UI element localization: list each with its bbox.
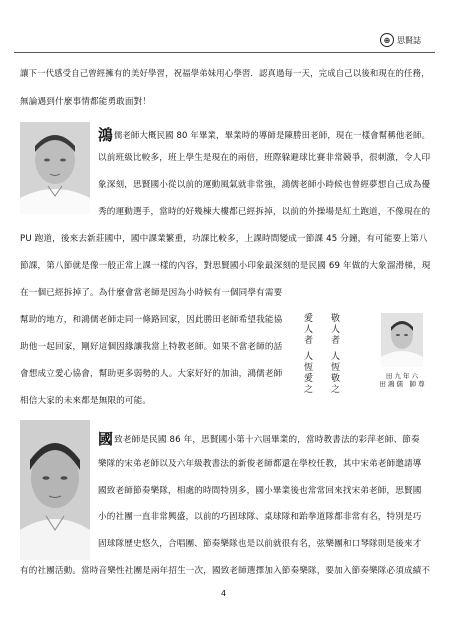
section2-line-5: 固球隊歷史悠久，合唱團、節奏樂隊也是以前就很有名，弦樂團和口琴隊則是後來才 <box>98 539 422 549</box>
poem-column-2: 愛人者 人恆愛之 <box>302 313 312 395</box>
section2-line-2: 樂隊的宋弟老師以及六年級教書法的新俊老師都還在學校任教，其中宋弟老師邀請導 <box>98 459 422 469</box>
section2-line-4: 小的社團一直非常興盛，以前的巧固球隊、桌球隊和跆拳道隊都非常有名，特別是巧 <box>98 512 422 522</box>
section1-line-4: 秀的運動選手，當時的好幾棟大樓都已經拆掉，以前的外操場是紅土跑道，不像現在的 <box>98 207 431 217</box>
section2-line-6: 有的社團活動。當時音樂性社團是兩年招生一次，國致老師選擇加入節奏樂隊，要加入節奏樂隊必須成績不 <box>20 566 431 576</box>
portrait-photo-boy-2 <box>20 420 90 560</box>
section1-line-11: 相信大家的未來都是無限的可能。 <box>20 396 152 406</box>
section1-line-8: 幫助的地方，和鴻儒老師走同一條路回家，因此勝田老師希望我能協 <box>20 315 283 325</box>
section2-dropcap: 國 <box>98 430 114 448</box>
header-divider <box>14 52 435 53</box>
photo-caption-line-1: 田 九 年 六 <box>385 372 419 380</box>
portrait-photo-boy-1 <box>20 122 90 214</box>
photo-caption-line-2: 田 鴻 儒 師 尊 <box>379 380 425 388</box>
header-logo <box>380 33 421 47</box>
logo-text: 思賢誌 <box>397 35 421 45</box>
portrait-photo-small <box>381 313 423 367</box>
section1-line-1: 鴻儒老師大概民國 80 年畢業，畢業時的導師是陳勝田老師，現在一樣會幫稱他老師。 <box>98 126 431 144</box>
school-emblem-icon: ⊕ <box>380 33 394 47</box>
section1-line-9: 助他一起回家，剛好這個因緣讓我當上特教老師。如果不當老師的話 <box>20 342 283 352</box>
section1-line-2: 以前班級比較多，班上學生是現在的兩倍，班際躲避球比賽非常競爭，很刺激，令人印 <box>98 153 431 163</box>
section1-dropcap: 鴻 <box>98 126 113 144</box>
poem-column-1: 敬人者 人恆敬之 <box>329 313 339 395</box>
intro-line-1: 讓下一代感受自己曾經擁有的美好學習，祝福學弟妹用心學習．認真過每一天，完成自己以後和現在的任務， <box>20 69 430 79</box>
intro-line-2: 無論遇到什麼事情都能勇敢面對！ <box>20 97 152 107</box>
section1-line-5: PU 跑道，後來去新莊國中，國中課業繁重，功課比較多，上課時間變成一節課 45 分鐘，有可能要上第八 <box>20 234 428 244</box>
page-number: 4 <box>221 589 227 598</box>
section2-line-1: 國致老師是民國 86 年，思賢國小第十六屆畢業的，當時教書法的彩萍老師、節奏 <box>98 430 420 448</box>
section1-line-6: 節課，第八節就是像一般正常上課一樣的內容，對思賢國小印象最深刻的是民國 69 年做的大象溜滑梯，現 <box>20 261 431 271</box>
section1-line-10: 會想成立愛心協會，幫助更多弱勢的人。大家好好的加油，鴻儒老師 <box>20 369 283 379</box>
section2-line-3: 國致老師節奏樂隊，相處的時間特別多，國小畢業後也常常回來找宋弟老師，思賢國 <box>98 486 422 496</box>
section1-line-7: 在一個已經拆掉了。為什麼會當老師是因為小時候有一個同學有需要 <box>20 288 283 298</box>
section1-line-3: 象深刻，思賢國小從以前的運動風氣就非常強，鴻儒老師小時候也曾經夢想自己成為優 <box>98 180 431 190</box>
